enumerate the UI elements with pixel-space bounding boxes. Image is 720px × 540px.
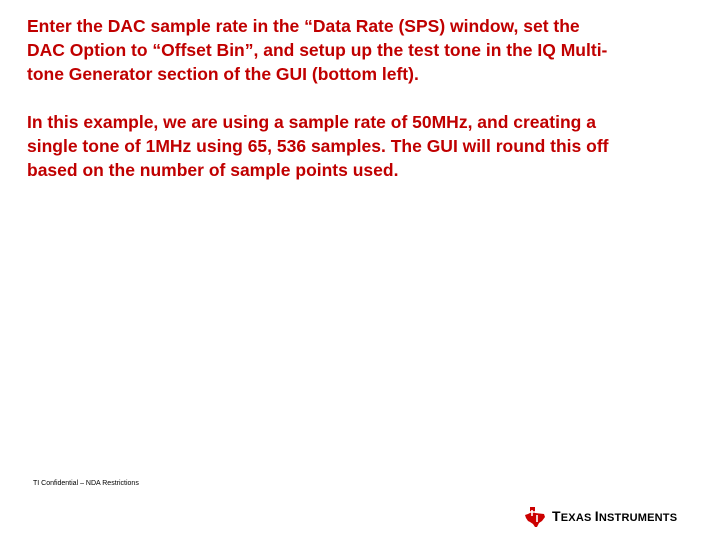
logo-letters: NSTRUMENTS [598,512,678,524]
text-line: Enter the DAC sample rate in the “Data Rate (SPS) window, set the [27,16,580,36]
text-line: tone Generator section of the GUI (bottom left). [27,64,419,84]
logo-wordmark [552,505,677,529]
text-line: single tone of 1MHz using 65, 536 samples. The GUI will round this off [27,136,609,156]
text-line: In this example, we are using a sample rate of 50MHz, and creating a [27,112,596,132]
slide-body [27,14,697,182]
logo-letter: T [552,508,561,524]
texas-state-icon [524,506,546,528]
paragraph-example [27,110,697,182]
text-line: DAC Option to “Offset Bin”, and setup up the test tone in the IQ Multi- [27,40,608,60]
paragraph-instructions [27,14,697,86]
company-logo [524,506,677,528]
logo-letters: EXAS [560,512,595,524]
text-line: based on the number of sample points used. [27,160,399,180]
confidential-notice: TI Confidential – NDA Restrictions [33,480,139,487]
logo-letter: I [594,508,599,524]
